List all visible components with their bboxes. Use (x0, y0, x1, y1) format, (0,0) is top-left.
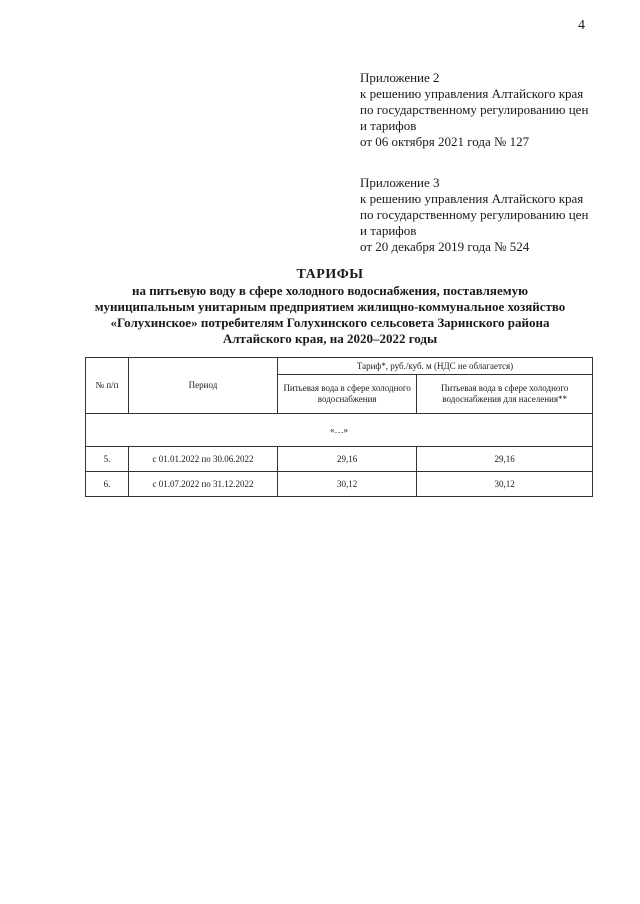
cell-tariff-2: 29,16 (417, 447, 593, 472)
appendix-3-line: к решению управления Алтайского края (360, 191, 584, 206)
cell-tariff-2: 30,12 (417, 472, 593, 497)
title-line: на питьевую воду в сфере холодного водоснабжения, поставляемую (131, 283, 529, 298)
cell-period: с 01.01.2022 по 30.06.2022 (129, 447, 278, 472)
appendix-2-line: от 06 октября 2021 года № 127 (360, 134, 530, 149)
cell-tariff-1: 30,12 (278, 472, 417, 497)
title-line: «Голухинское» потребителям Голухинского сельсовета Заринского района (110, 315, 550, 330)
header-tariff-group: Тариф*, руб./куб. м (НДС не облагается) (278, 358, 593, 375)
title-line: муниципальным унитарным предприятием жилищно-коммунальное хозяйство (94, 299, 566, 314)
title-heading: ТАРИФЫ (296, 267, 364, 282)
appendix-3-line: и тарифов (360, 223, 417, 238)
ellipsis-cell: «…» (86, 414, 593, 447)
cell-num: 6. (86, 472, 129, 497)
header-num: № п/п (86, 358, 129, 414)
appendix-2-header (360, 70, 620, 150)
title-line: Алтайского края, на 2020–2022 годы (222, 331, 438, 346)
header-tariff-1: Питьевая вода в сфере холодного водоснабжения (278, 375, 417, 414)
appendix-3-line: от 20 декабря 2019 года № 524 (360, 239, 530, 254)
header-period: Период (129, 358, 278, 414)
table-row (86, 472, 593, 497)
appendix-3-header (360, 175, 620, 255)
appendix-2-line: и тарифов (360, 118, 417, 133)
header-tariff-2: Питьевая вода в сфере холодного водоснабжения для населения** (417, 375, 593, 414)
table-row (86, 447, 593, 472)
table-header-row (86, 358, 593, 375)
appendix-2-line: Приложение 2 (360, 70, 440, 85)
page-number: 4 (578, 18, 585, 33)
table-row-ellipsis (86, 414, 593, 447)
document-title (60, 267, 600, 347)
appendix-2-line: к решению управления Алтайского края (360, 86, 584, 101)
tariffs-table (85, 357, 593, 497)
appendix-3-line: Приложение 3 (360, 175, 440, 190)
cell-num: 5. (86, 447, 129, 472)
appendix-2-line: по государственному регулированию цен (360, 102, 589, 117)
cell-period: с 01.07.2022 по 31.12.2022 (129, 472, 278, 497)
appendix-3-line: по государственному регулированию цен (360, 207, 589, 222)
cell-tariff-1: 29,16 (278, 447, 417, 472)
